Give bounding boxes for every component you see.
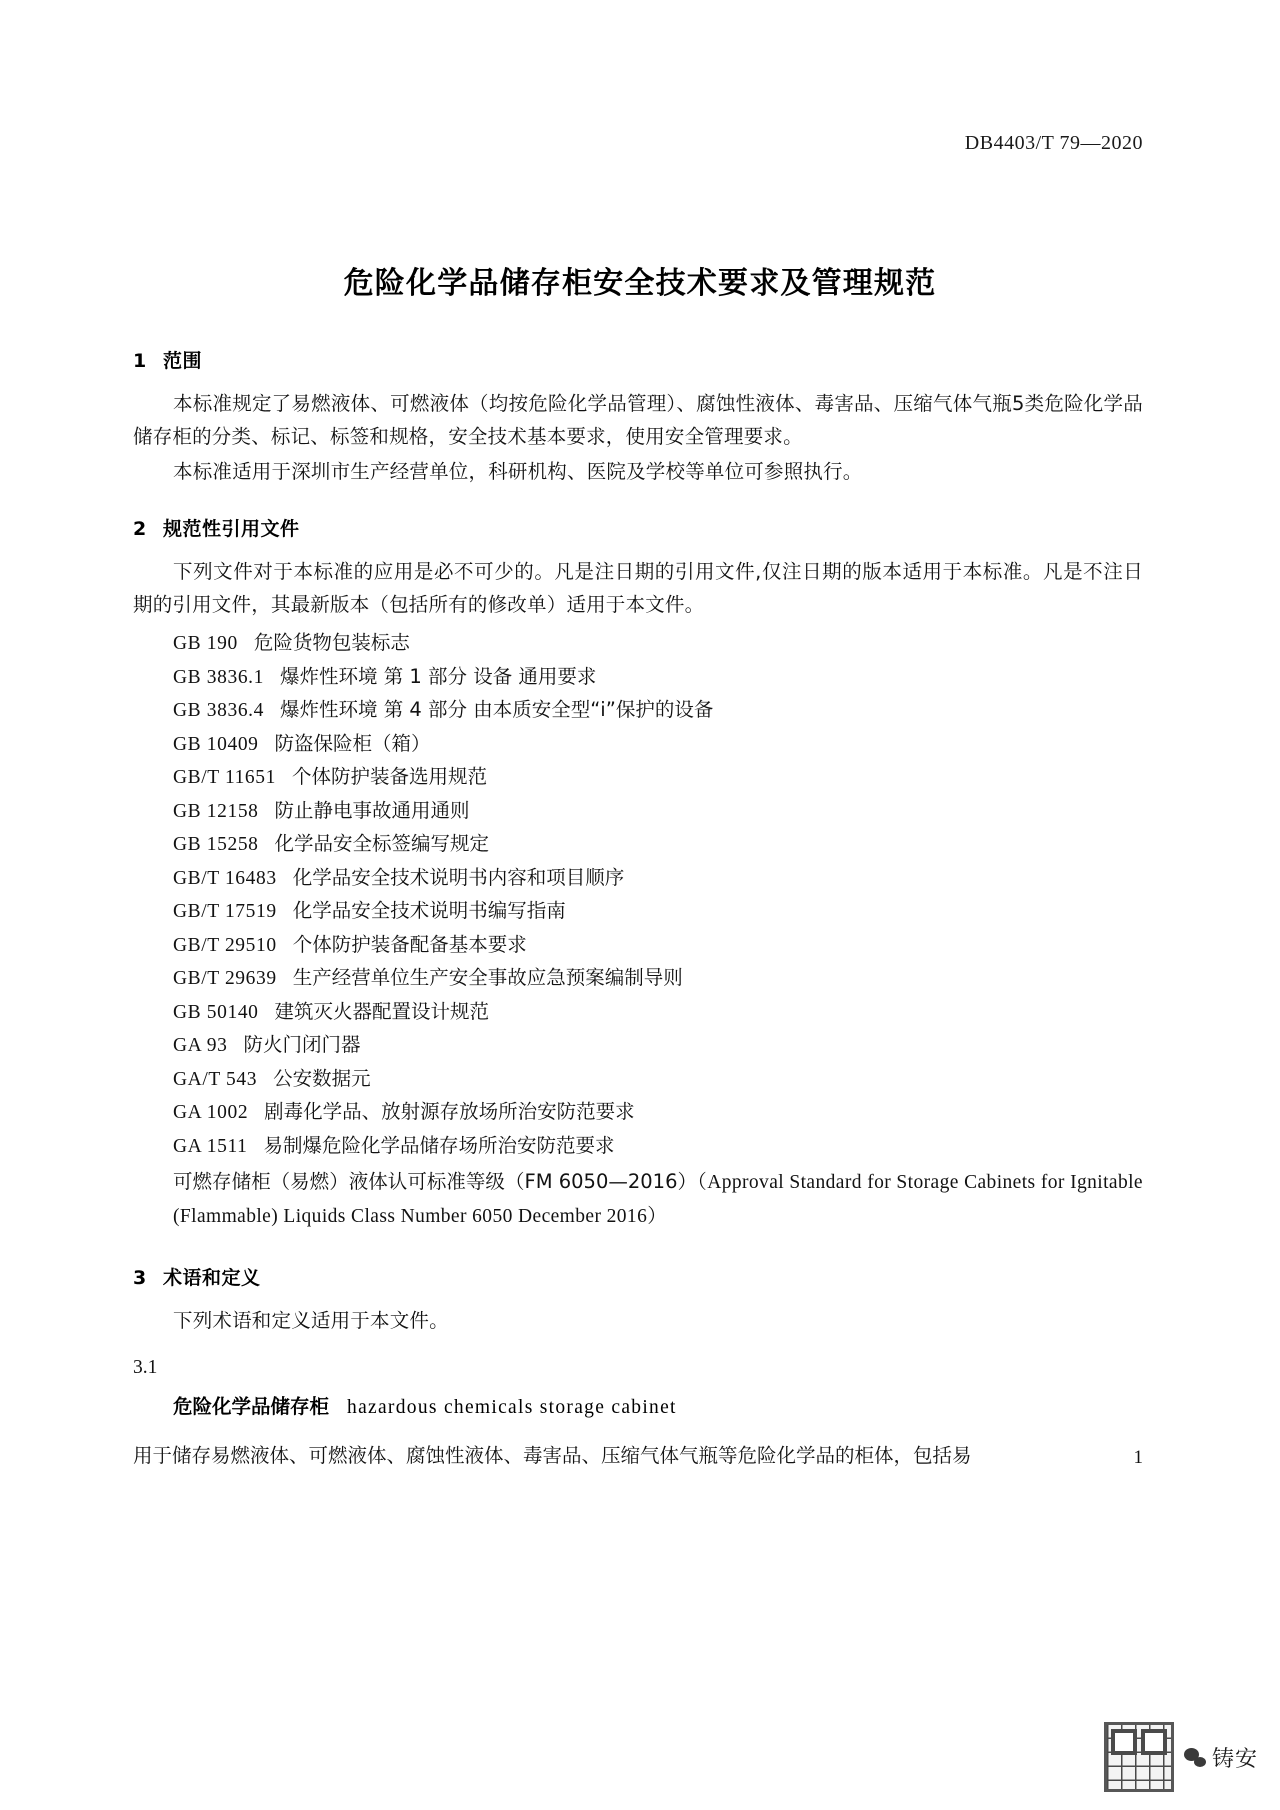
- reference-code: GA 93: [173, 1035, 228, 1056]
- list-item: [133, 761, 1143, 795]
- term-entry: [133, 1391, 1143, 1419]
- list-item: [133, 929, 1143, 963]
- reference-list: [133, 627, 1143, 1163]
- list-item: [133, 895, 1143, 929]
- reference-code: GB 10409: [173, 733, 259, 755]
- references-paragraph-1: 下列文件对于本标准的应用是必不可少的。凡是注日期的引用文件,仅注日期的版本适用于本标准。凡是不注日期的引用文件，其最新版本（包括所有的修改单）适用于本文件。: [133, 560, 1143, 616]
- reference-title: 剧毒化学品、放射源存放场所治安防范要求: [264, 1100, 635, 1123]
- reference-long-cn: 可燃存储柜（易燃）液体认可标准等级（FM 6050—2016）: [173, 1170, 698, 1193]
- reference-title: 化学品安全技术说明书内容和项目顺序: [292, 865, 625, 889]
- page-title: 危险化学品储存柜安全技术要求及管理规范: [343, 266, 937, 302]
- list-item: [133, 1096, 1143, 1130]
- section-heading-terms: [133, 1263, 1143, 1290]
- list-item: [133, 828, 1143, 862]
- reference-title: 个体防护装备选用规范: [291, 765, 487, 788]
- term-definition: 用于储存易燃液体、可燃液体、腐蚀性液体、毒害品、压缩气体气瓶等危险化学品的柜体，包括易: [133, 1443, 972, 1467]
- reference-title: 防火门闭门器: [243, 1033, 361, 1056]
- reference-title: 生产经营单位生产安全事故应急预案编制导则: [292, 966, 683, 989]
- reference-code: GB 190: [173, 633, 238, 654]
- section-number-references: 2: [133, 518, 147, 540]
- reference-code: GA/T 543: [173, 1068, 258, 1090]
- subsection-number: 3.1: [133, 1357, 158, 1378]
- qr-code-icon: [1104, 1722, 1174, 1792]
- reference-title: 易制爆危险化学品储存场所治安防范要求: [263, 1133, 615, 1157]
- reference-code: GB 50140: [173, 1001, 259, 1023]
- document-body: [133, 328, 1143, 1491]
- scope-paragraph-2: 本标准适用于深圳市生产经营单位，科研机构、医院及学校等单位可参照执行。: [173, 460, 863, 483]
- section-title-references: 规范性引用文件: [163, 518, 300, 540]
- page-number: 1: [1133, 1447, 1143, 1468]
- standard-number-header: DB4403/T 79—2020: [964, 132, 1143, 154]
- reference-long-en: （Approval Standard for Storage Cabinets for Ignitable (Flammable) Liquids Class Number 6050 December 2016）: [173, 1172, 1143, 1227]
- reference-code: GB/T 17519: [173, 901, 277, 922]
- section-number-terms: 3: [133, 1267, 147, 1289]
- wechat-watermark: [1104, 1722, 1258, 1792]
- list-item: [133, 728, 1143, 762]
- list-item: [133, 1029, 1143, 1063]
- reference-title: 爆炸性环境 第 4 部分 由本质安全型“i”保护的设备: [280, 698, 714, 721]
- wechat-icon: [1184, 1748, 1206, 1767]
- term-english: hazardous chemicals storage cabinet: [347, 1397, 677, 1418]
- section-heading-references: [133, 514, 1143, 541]
- reference-code: GA 1002: [173, 1102, 249, 1123]
- term-chinese: 危险化学品储存柜: [173, 1395, 330, 1418]
- list-item: [133, 795, 1143, 829]
- reference-title: 个体防护装备配备基本要求: [292, 932, 527, 956]
- list-item: [133, 1063, 1143, 1097]
- reference-code: GB/T 16483: [173, 867, 277, 889]
- reference-title: 防盗保险柜（箱）: [274, 731, 431, 755]
- reference-code: GB/T 29510: [173, 934, 277, 956]
- reference-code: GB/T 11651: [173, 767, 276, 788]
- reference-title: 防止静电事故通用通则: [274, 798, 470, 822]
- reference-title: 危险货物包装标志: [253, 631, 410, 654]
- scope-paragraph-1: 本标准规定了易燃液体、可燃液体（均按危险化学品管理）、腐蚀性液体、毒害品、压缩气体气瓶5类危险化学品储存柜的分类、标记、标签和规格，安全技术基本要求，使用安全管理要求。: [133, 392, 1143, 448]
- reference-title: 化学品安全标签编写规定: [274, 832, 490, 855]
- reference-title: 建筑灭火器配置设计规范: [274, 999, 490, 1023]
- list-item: [133, 862, 1143, 896]
- list-item: [133, 661, 1143, 695]
- section-heading-scope: [133, 346, 1143, 373]
- reference-title: 公安数据元: [273, 1066, 371, 1090]
- terms-paragraph-1: 下列术语和定义适用于本文件。: [173, 1309, 449, 1332]
- reference-code: GB/T 29639: [173, 968, 277, 989]
- reference-code: GB 3836.1: [173, 666, 264, 688]
- list-item: [133, 996, 1143, 1030]
- reference-code: GB 15258: [173, 834, 259, 855]
- reference-title: 爆炸性环境 第 1 部分 设备 通用要求: [280, 664, 597, 688]
- list-item: [133, 1130, 1143, 1164]
- reference-title: 化学品安全技术说明书编写指南: [292, 899, 566, 922]
- reference-code: GB 12158: [173, 800, 259, 822]
- list-item: [133, 962, 1143, 996]
- section-number-scope: 1: [133, 350, 147, 372]
- section-title-terms: 术语和定义: [163, 1267, 261, 1289]
- wechat-account-name: 铸安: [1211, 1746, 1258, 1772]
- reference-long-item: [133, 1165, 1143, 1233]
- reference-code: GA 1511: [173, 1135, 248, 1157]
- wechat-account: [1184, 1742, 1258, 1773]
- list-item: [133, 694, 1143, 728]
- reference-code: GB 3836.4: [173, 700, 264, 721]
- list-item: [133, 627, 1143, 661]
- section-title-scope: 范围: [163, 350, 203, 372]
